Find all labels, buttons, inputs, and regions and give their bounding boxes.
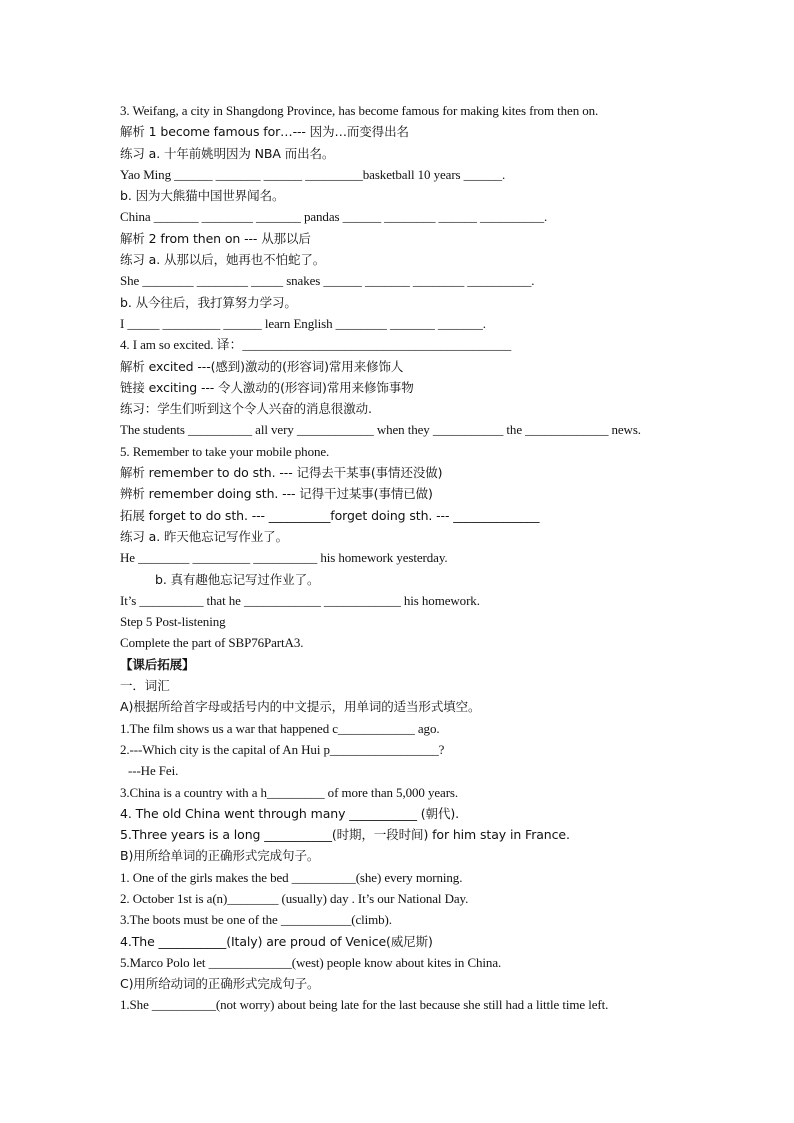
exercise-a-blank-line: Yao Ming ______ _______ ______ _________basketball 10 years ______. <box>120 166 506 182</box>
section-a-instruction: A)根据所给首字母或括号内的中文提示，用单词的适当形式填空。 <box>120 699 481 715</box>
exercise-forget-b-prompt: b. 真有趣他忘记写过作业了。 <box>155 571 320 587</box>
section-b-instruction: B)用所给单词的正确形式完成句子。 <box>120 848 320 864</box>
exercise-a2-blank-line: She ________ ________ _____ snakes ______ _______ ________ __________. <box>120 273 535 289</box>
exercise-forget-b-blank-line: It’s __________ that he ____________ ____________ his homework. <box>120 592 480 608</box>
exercise-forget-a-blank-line: He ________ _________ __________ his homework yesterday. <box>120 550 448 566</box>
section-c-instruction: C)用所给动词的正确形式完成句子。 <box>120 976 320 992</box>
analysis-remember-to: 解析 remember to do sth. --- 记得去干某事(事情还没做) <box>120 465 443 481</box>
exercise-b2-prompt: b. 从今往后，我打算努力学习。 <box>120 294 297 310</box>
exercise-b2-blank-line: I _____ _________ ______ learn English ________ _______ _______. <box>120 315 486 331</box>
section-b-item-1: 1. One of the girls makes the bed __________(she) every morning. <box>120 869 463 885</box>
section-a-item-5: 5.Three years is a long ___________(时期，一段时间) for him stay in France. <box>120 827 570 843</box>
after-class-heading: 【课后拓展】 <box>120 656 195 672</box>
exercise-excited-prompt: 练习：学生们听到这个令人兴奋的消息很激动. <box>120 401 372 417</box>
section-a-item-2-answer: ---He Fei. <box>128 763 179 779</box>
section-b-item-5: 5.Marco Polo let _____________(west) people know about kites in China. <box>120 954 502 970</box>
exercise-a2-prompt: 练习 a. 从那以后，她再也不怕蛇了。 <box>120 252 326 268</box>
step-5-heading: Step 5 Post-listening <box>120 614 226 630</box>
sentence-5: 5. Remember to take your mobile phone. <box>120 443 330 459</box>
analysis-1: 解析 1 become famous for…--- 因为…而变得出名 <box>120 124 409 140</box>
section-a-item-2: 2.---Which city is the capital of An Hui p_________________? <box>120 741 445 757</box>
contrast-remember-doing: 辨析 remember doing sth. --- 记得干过某事(事情已做) <box>120 486 433 502</box>
section-b-item-2: 2. October 1st is a(n)________ (usually) day . It’s our National Day. <box>120 890 469 906</box>
sentence-4: 4. I am so excited. 译：__________________________________________ <box>120 337 512 353</box>
section-b-item-4: 4.The ___________(Italy) are proud of Venice(威尼斯) <box>120 933 433 949</box>
extension-forget: 拓展 forget to do sth. --- __________forget doing sth. --- ______________ <box>120 507 540 523</box>
exercise-forget-a-prompt: 练习 a. 昨天他忘记写作业了。 <box>120 528 288 544</box>
exercise-a-prompt: 练习 a. 十年前姚明因为 NBA 而出名。 <box>120 145 335 161</box>
step-5-instruction: Complete the part of SBP76PartA3. <box>120 635 304 651</box>
sentence-3: 3. Weifang, a city in Shangdong Province, has become famous for making kites from then on. <box>120 103 599 118</box>
exercise-b-blank-line: China _______ ________ _______ pandas ______ ________ ______ __________. <box>120 209 548 225</box>
section-c-item-1: 1.She __________(not worry) about being late for the last because she still had a little time left. <box>120 997 609 1013</box>
analysis-2: 解析 2 from then on --- 从那以后 <box>120 230 311 246</box>
section-b-item-3: 3.The boots must be one of the ___________(climb). <box>120 912 392 928</box>
exercise-excited-blank-line: The students __________ all very ____________ when they ___________ the _____________ news. <box>120 422 641 438</box>
section-a-item-3: 3.China is a country with a h_________ of more than 5,000 years. <box>120 784 459 800</box>
vocabulary-heading: 一．词汇 <box>120 678 170 694</box>
section-a-item-1: 1.The film shows us a war that happened c____________ ago. <box>120 720 440 736</box>
exercise-b-prompt: b. 因为大熊猫中国世界闻名。 <box>120 188 285 204</box>
analysis-excited: 解析 excited ---(感到)激动的(形容词)常用来修饰人 <box>120 358 404 374</box>
section-a-item-4: 4. The old China went through many ___________ (朝代). <box>120 805 460 821</box>
link-exciting: 链接 exciting --- 令人激动的(形容词)常用来修饰事物 <box>120 379 414 395</box>
document-body <box>120 100 680 1016</box>
